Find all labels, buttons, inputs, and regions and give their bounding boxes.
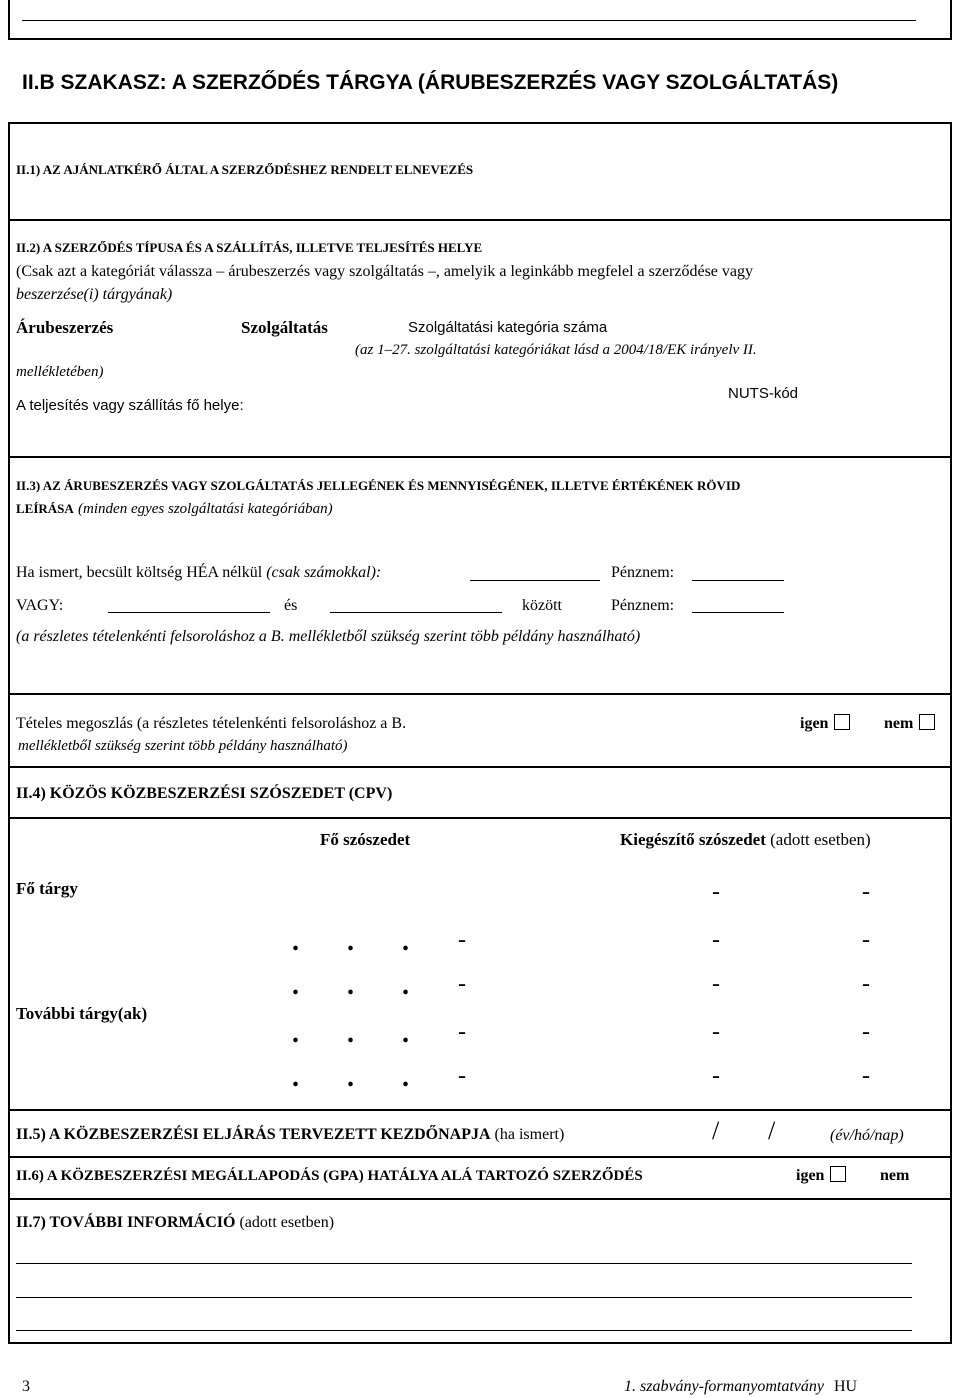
cost-input[interactable]: [470, 580, 600, 581]
itemized-yes-label: igen: [800, 715, 829, 732]
s4-title: [16, 784, 392, 804]
s4-title-text: II.4) KÖZÖS KÖZBESZERZÉSI SZÓSZEDET (CPV): [16, 785, 393, 802]
cpv-dash-r3-1: -: [458, 1019, 466, 1045]
date-format: (év/hó/nap): [830, 1127, 904, 1144]
option-goods[interactable]: Árubeszerzés: [16, 318, 114, 337]
s3-title-line1: II.3) AZ ÁRUBESZERZÉS VAGY SZOLGÁLTATÁS JELLEGÉNEK ÉS MENNYISÉGÉNEK, ILLETVE ÉRTÉKÉNEK RÖVID: [16, 478, 741, 493]
cpv-dash-r1-2: -: [712, 927, 720, 953]
cpv-dash-r2-3: -: [862, 971, 870, 997]
main-vocab-header: Fő szószedet: [320, 830, 411, 849]
divider-s5: [8, 1156, 952, 1158]
gpa-yes[interactable]: [796, 1166, 846, 1186]
cpv-dash-r1-3: -: [862, 927, 870, 953]
footer-form: [624, 1377, 857, 1397]
cpv-dot-r4-3: .: [402, 1062, 409, 1093]
place-label: A teljesítés vagy szállítás fő helye:: [16, 397, 244, 414]
gpa-yes-checkbox[interactable]: [830, 1166, 846, 1182]
divider-s4-bottom: [8, 1109, 952, 1111]
and-label: és: [284, 597, 298, 614]
cpv-dash-r2-2: -: [712, 971, 720, 997]
cpv-dot-r1-2: .: [347, 926, 354, 957]
cpv-dash-r4-2: -: [712, 1063, 720, 1089]
nuts-label: NUTS-kód: [728, 385, 799, 402]
cpv-dash-r1-1: -: [458, 927, 466, 953]
currency-label-1: Pénznem:: [611, 564, 675, 581]
s1-title: II.1) AZ AJÁNLATKÉRŐ ÁLTAL A SZERZŐDÉSHEZ RENDELT ELNEVEZÉS: [16, 162, 474, 177]
cpv-dot-r2-2: .: [347, 970, 354, 1001]
main-object-label: Fő tárgy: [16, 879, 78, 898]
divider-s6: [8, 1198, 952, 1200]
s7-row: [16, 1213, 334, 1233]
cpv-dot-r3-2: .: [347, 1018, 354, 1049]
cpv-dash-r2-1: -: [458, 971, 466, 997]
section-title: II.B SZAKASZ: A SZERZŐDÉS TÁRGYA (ÁRUBESZERZÉS VAGY SZOLGÁLTATÁS): [22, 71, 839, 94]
date-slash-2: /: [768, 1116, 776, 1145]
itemized-label-line2: mellékletből szükség szerint több példány használható): [18, 738, 348, 754]
gpa-no[interactable]: nem: [880, 1167, 910, 1184]
supp-vocab-note: (adott esetben): [770, 830, 871, 849]
range-to-input[interactable]: [330, 612, 502, 613]
cpv-dot-r1-3: .: [402, 926, 409, 957]
s2-note-line2: beszerzése(i) tárgyának): [16, 286, 173, 303]
divider-s3: [8, 693, 952, 695]
top-answer-line: [22, 20, 916, 21]
itemized-yes-checkbox[interactable]: [834, 714, 850, 730]
currency-input-1[interactable]: [692, 580, 784, 581]
divider-s2: [8, 456, 952, 458]
page-number: 3: [22, 1378, 30, 1395]
itemized-no[interactable]: [884, 714, 935, 734]
additional-objects-label: További tárgy(ak): [16, 1004, 148, 1023]
cpv-dash-r4-3: -: [862, 1063, 870, 1089]
itemized-label-line1: Tételes megoszlás (a részletes tételenkénti felsoroláshoz a B.: [16, 715, 407, 732]
divider-s4-top: [8, 817, 952, 819]
currency-input-2[interactable]: [692, 612, 784, 613]
s7-answer-line-1[interactable]: [16, 1263, 912, 1264]
option-services[interactable]: Szolgáltatás: [241, 318, 328, 337]
category-label: Szolgáltatási kategória száma: [408, 319, 608, 336]
footer-form-name: 1. szabvány-formanyomtatvány: [624, 1378, 824, 1395]
itemized-no-label: nem: [884, 715, 914, 732]
cpv-dot-r3-3: .: [402, 1018, 409, 1049]
s5-note: (ha ismert): [494, 1126, 565, 1143]
s5-title: II.5) A KÖZBESZERZÉSI ELJÁRÁS TERVEZETT KEZDŐNAPJA: [16, 1126, 491, 1143]
s6-title: II.6) A KÖZBESZERZÉSI MEGÁLLAPODÁS (GPA) HATÁLYA ALÁ TARTOZÓ SZERZŐDÉS: [16, 1168, 643, 1184]
s7-title: II.7) TOVÁBBI INFORMÁCIÓ: [16, 1214, 236, 1231]
currency-label-2: Pénznem:: [611, 597, 675, 614]
main-object-supp-dash-2: -: [862, 879, 870, 905]
s7-answer-line-3[interactable]: [16, 1330, 912, 1331]
cost-label: Ha ismert, becsült költség HÉA nélkül: [16, 564, 263, 581]
s3-title-line2-text: LEÍRÁSA: [16, 501, 74, 516]
supp-vocab-label: Kiegészítő szószedet: [620, 830, 766, 849]
category-note-line1: (az 1–27. szolgáltatási kategóriákat lásd a 2004/18/EK irányelv II.: [355, 342, 757, 358]
s7-answer-line-2[interactable]: [16, 1297, 912, 1298]
cpv-dot-r3-1: .: [292, 1018, 299, 1049]
divider-itemized: [8, 766, 952, 768]
cpv-dot-r2-3: .: [402, 970, 409, 1001]
detail-note: (a részletes tételenkénti felsoroláshoz a B. mellékletből szükség szerint több példány használható): [16, 628, 641, 645]
supp-vocab-header: [620, 830, 871, 850]
cpv-dot-r2-1: .: [292, 970, 299, 1001]
s2-note-line1: (Csak azt a kategóriát válassza – árubeszerzés vagy szolgáltatás –, amelyik a leginkább megfelel a szerződése vagy: [16, 263, 754, 280]
main-object-supp-dash-1: -: [712, 879, 720, 905]
itemized-yes[interactable]: [800, 714, 850, 734]
s3-title-line2-note: (minden egyes szolgáltatási kategóriában): [78, 501, 333, 517]
cost-row: [16, 563, 381, 583]
cpv-dash-r4-1: -: [458, 1063, 466, 1089]
cpv-dot-r1-1: .: [292, 926, 299, 957]
s7-note: (adott esetben): [239, 1214, 335, 1231]
itemized-no-checkbox[interactable]: [919, 714, 935, 730]
range-from-input[interactable]: [108, 612, 270, 613]
date-slash-1: /: [712, 1116, 720, 1145]
divider-s1: [8, 219, 952, 221]
s5-row: [16, 1125, 564, 1145]
cpv-dash-r3-2: -: [712, 1019, 720, 1045]
or-label: VAGY:: [16, 597, 64, 614]
s3-title-line2: [16, 498, 333, 519]
between-label: között: [522, 597, 562, 614]
footer-lang: HU: [833, 1378, 858, 1395]
cpv-dot-r4-2: .: [347, 1062, 354, 1093]
category-note-line2: mellékletében): [16, 364, 104, 380]
cost-note: (csak számokkal):: [266, 564, 382, 581]
cpv-dot-r4-1: .: [292, 1062, 299, 1093]
cpv-dash-r3-3: -: [862, 1019, 870, 1045]
s2-title: II.2) A SZERZŐDÉS TÍPUSA ÉS A SZÁLLÍTÁS, ILLETVE TELJESÍTÉS HELYE: [16, 240, 483, 255]
gpa-yes-label: igen: [796, 1167, 825, 1184]
